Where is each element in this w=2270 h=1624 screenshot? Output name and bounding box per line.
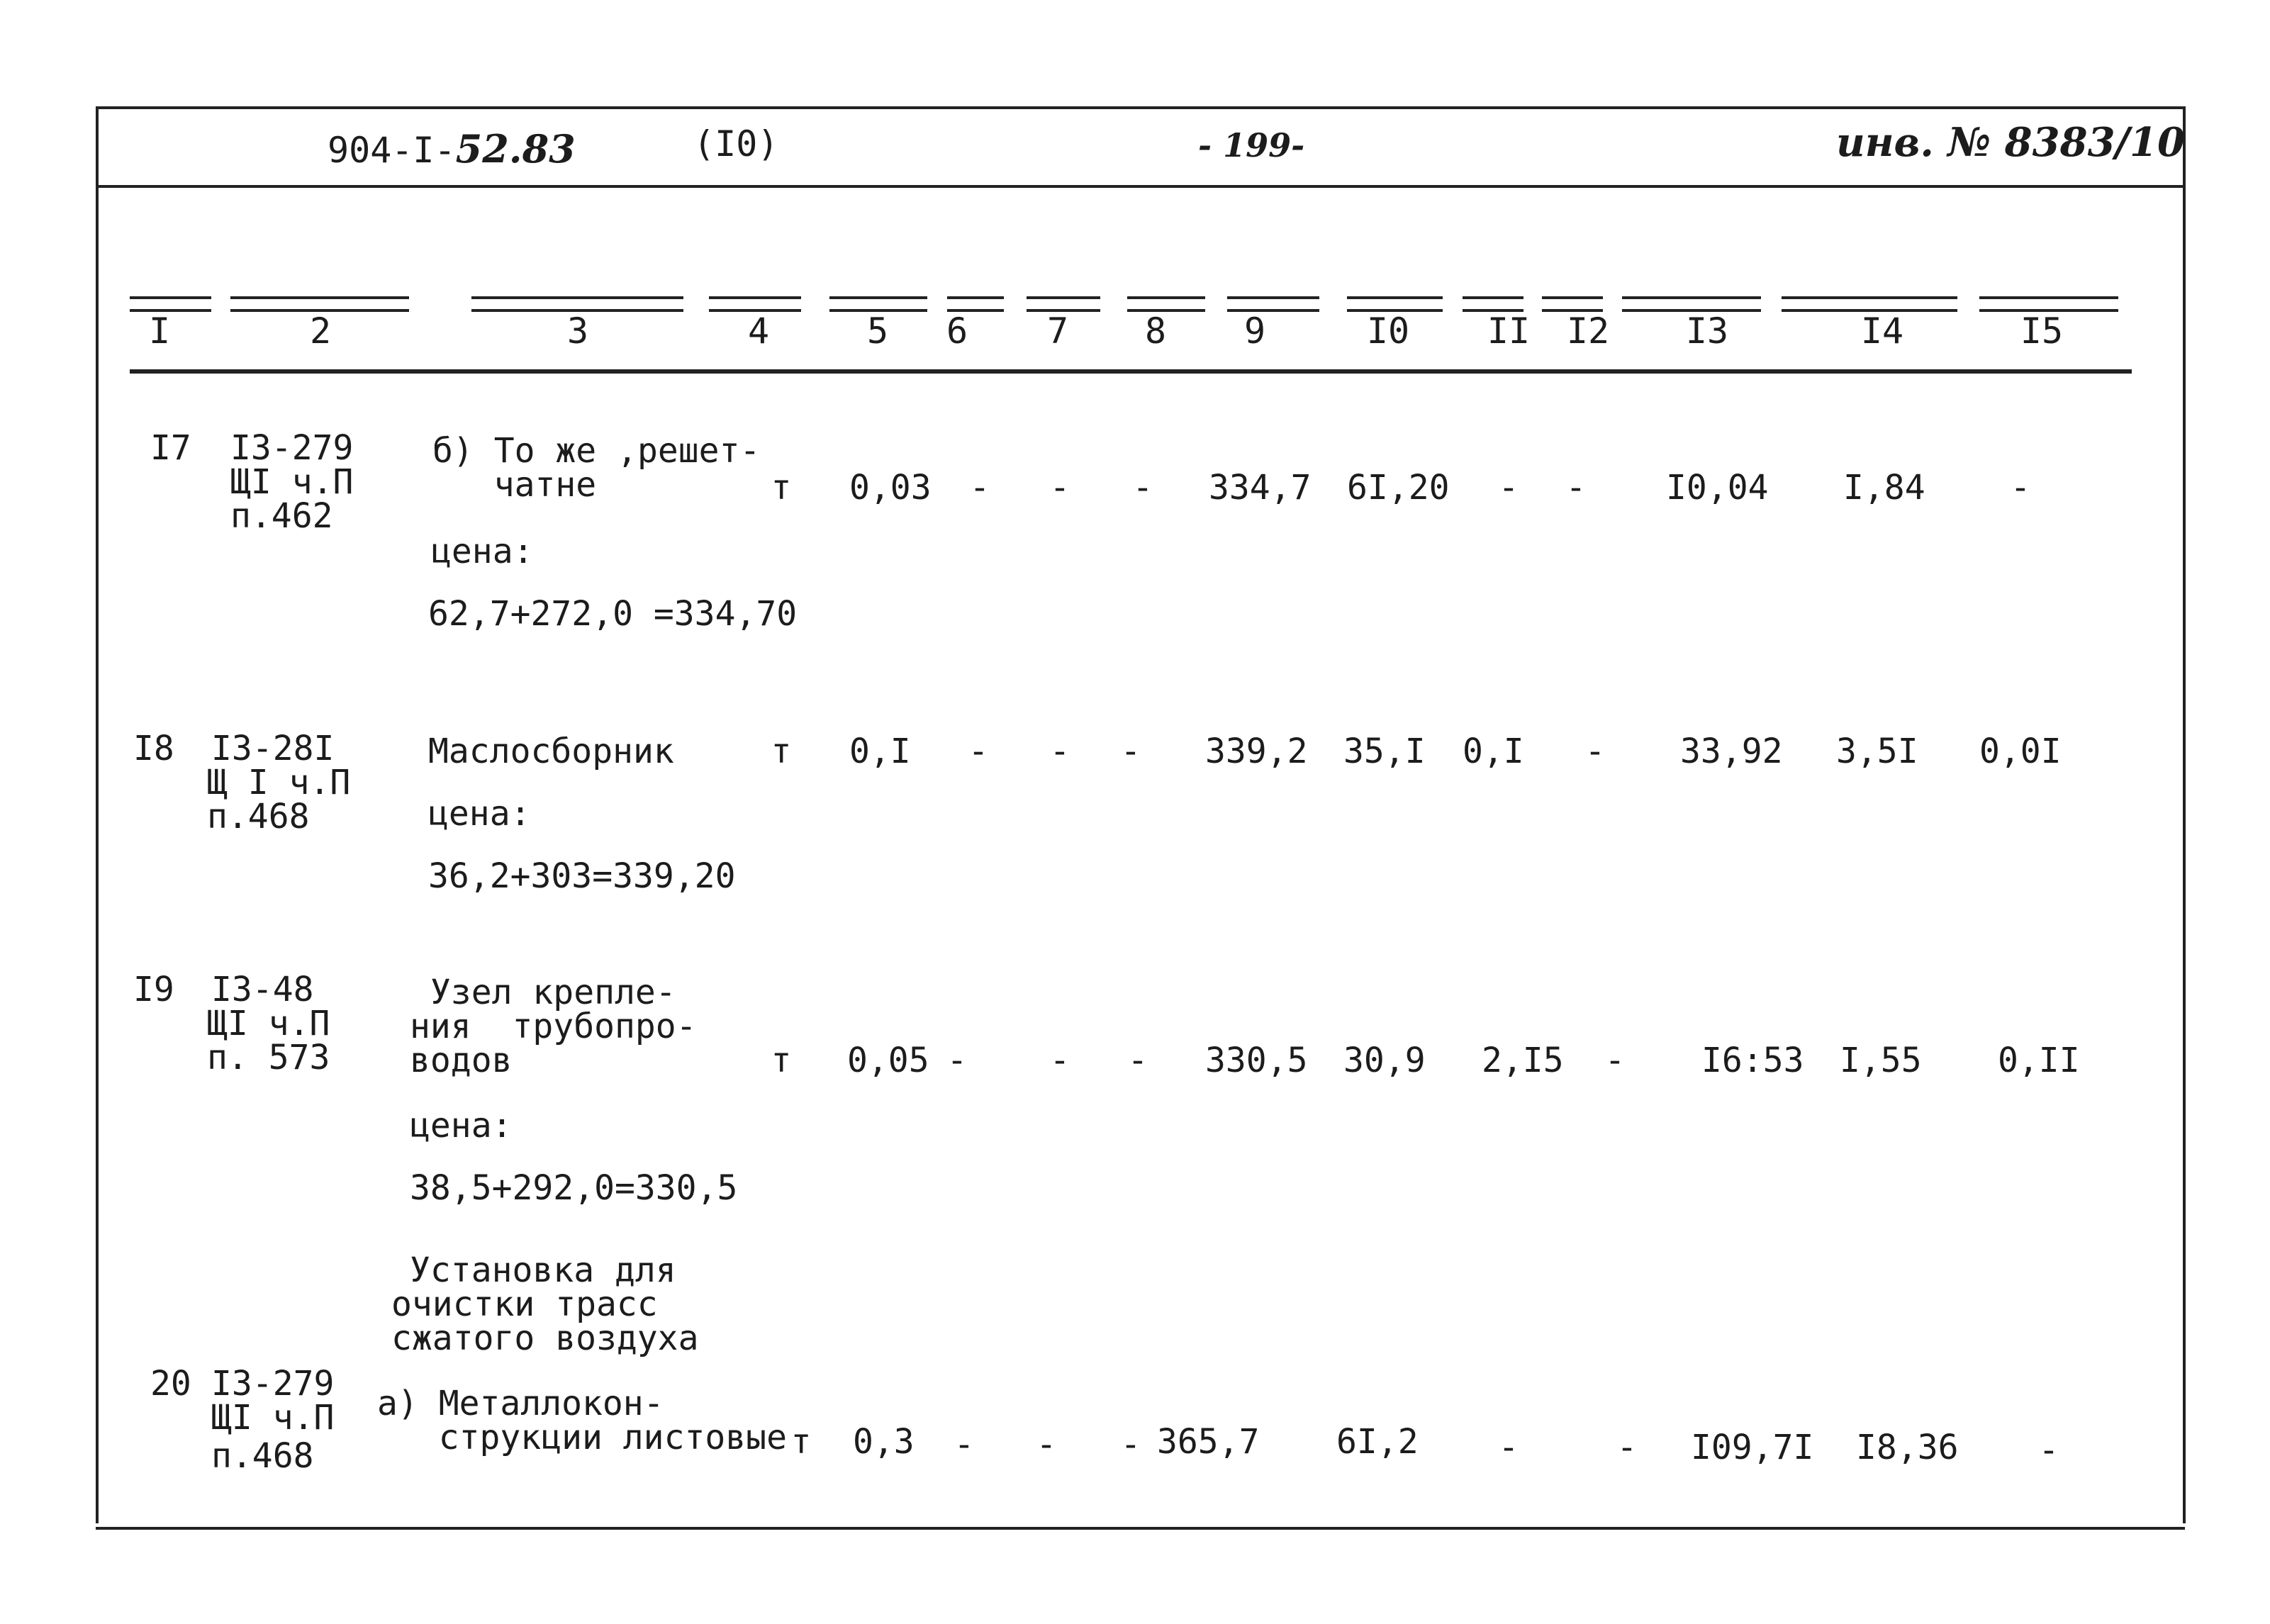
row-col11: 0,I [1463,732,1524,771]
row-description-line: чатне [432,465,597,505]
col-num-12: I2 [1566,310,1610,352]
row-unit: т [790,1422,812,1462]
row-description-line: Маслосборник [428,732,674,771]
row-code-line: I3-48 [211,970,314,1009]
col-rule-8 [1127,296,1205,312]
document-code-handwritten: 52.83 [455,126,576,172]
row-col5: 0,I [849,732,911,771]
price-formula: 38,5+292,0=330,5 [410,1168,738,1208]
col-rule-13 [1622,296,1761,312]
row-col14: I,55 [1840,1041,1922,1080]
col-rule-11 [1463,296,1523,312]
document-code: 904-I-52.83 [328,126,576,172]
row-col12: - [1565,468,1587,508]
col-num-3: 3 [566,310,589,352]
col-num-4: 4 [747,310,770,352]
row-col5: 0,05 [847,1041,929,1080]
row-col11: - [1498,468,1519,508]
frame-bottom-rule [96,1527,2185,1530]
row-unit: т [771,1041,792,1080]
row-description-line: струкции листовые [377,1418,787,1457]
row-col13: I6:53 [1701,1041,1804,1080]
price-formula: 36,2+303=339,20 [428,856,736,896]
row-code-line: I3-279 [230,428,354,468]
section-heading-line: Установка для [410,1250,676,1290]
col-rule-5 [829,296,927,312]
col-rule-2 [230,296,409,312]
row-unit: т [771,732,792,771]
col-num-1: I [148,310,171,352]
row-col13: 33,92 [1680,732,1783,771]
row-col9: 330,5 [1205,1041,1308,1080]
col-num-10: I0 [1366,310,1410,352]
col-rule-7 [1027,296,1100,312]
col-rule-14 [1782,296,1957,312]
row-col7: - [1049,468,1070,508]
row-col13: I0,04 [1666,468,1769,508]
row-col10: 35,I [1343,732,1426,771]
row-col9: 339,2 [1205,732,1308,771]
row-description-line: ния трубопро- [410,1007,697,1046]
row-col9: 365,7 [1157,1422,1260,1462]
row-col14: I8,36 [1856,1428,1959,1467]
col-num-5: 5 [866,310,889,352]
row-col12: - [1584,732,1606,771]
row-col14: 3,5I [1836,732,1918,771]
col-rule-12 [1542,296,1603,312]
col-num-15: I5 [2020,310,2064,352]
section-heading-line: сжатого воздуха [391,1318,699,1358]
row-number: I8 [133,729,174,768]
row-col10: 30,9 [1343,1041,1426,1080]
row-col8: - [1132,468,1153,508]
section-heading-line: очистки трасс [391,1284,658,1324]
price-label: цена: [428,794,531,834]
row-col6: - [968,732,989,771]
row-number: I9 [133,970,174,1009]
col-num-14: I4 [1860,310,1904,352]
row-col6: - [946,1041,968,1080]
row-col12: - [1604,1041,1626,1080]
row-col8: - [1127,1041,1148,1080]
row-col8: - [1120,1425,1141,1465]
row-col11: - [1498,1428,1519,1467]
header-rule [96,185,2185,188]
inventory-number: инв. № 8383/10 [1836,119,2185,166]
row-col15: 0,II [1998,1041,2080,1080]
col-rule-6 [947,296,1004,312]
row-col15: - [2010,468,2031,508]
row-unit: т [771,468,792,508]
row-col7: - [1049,1041,1070,1080]
row-col6: - [954,1425,975,1465]
col-num-11: II [1487,310,1531,352]
row-col10: 6I,2 [1336,1422,1419,1462]
page-number: - 199- [1198,126,1305,164]
row-description-line: б) То же ,решет- [432,431,761,471]
row-code-line: п.468 [207,797,310,836]
column-header-rule [130,369,2132,374]
row-number: 20 [150,1364,191,1404]
row-col6: - [969,468,990,508]
row-description-line: Узел крепле- [410,973,676,1012]
row-code-line: п. 573 [207,1038,330,1077]
col-rule-3 [471,296,683,312]
row-code-line: Щ I ч.П [207,763,351,802]
row-col5: 0,03 [849,468,932,508]
row-col8: - [1120,732,1141,771]
row-code-line: ЩI ч.П [207,1004,330,1043]
col-num-6: 6 [946,310,968,352]
row-description-line: а) Металлокон- [377,1384,664,1423]
row-col10: 6I,20 [1347,468,1450,508]
price-label: цена: [431,532,534,571]
row-code-line: I3-279 [211,1364,335,1404]
row-description-line: водов [410,1041,513,1080]
row-col14: I,84 [1843,468,1925,508]
row-col13: I09,7I [1691,1428,1814,1467]
col-num-2: 2 [309,310,332,352]
price-formula: 62,7+272,0 =334,70 [428,594,798,634]
col-rule-4 [709,296,801,312]
col-rule-10 [1347,296,1443,312]
row-code-line: I3-28I [211,729,335,768]
col-num-9: 9 [1243,310,1266,352]
row-code-line: ЩI ч.П [230,462,354,502]
col-num-8: 8 [1144,310,1167,352]
row-col11: 2,I5 [1482,1041,1564,1080]
row-number: I7 [150,428,191,468]
row-code-line: п.468 [211,1436,314,1476]
row-col7: - [1049,732,1070,771]
volume-number: (I0) [693,123,779,164]
row-col15: 0,0I [1979,732,2062,771]
col-rule-9 [1227,296,1319,312]
row-col7: - [1036,1425,1057,1465]
price-label: цена: [410,1106,513,1146]
col-rule-1 [130,296,211,312]
row-col9: 334,7 [1209,468,1312,508]
col-num-13: I3 [1685,310,1729,352]
row-col15: - [2038,1430,2059,1470]
col-rule-15 [1979,296,2118,312]
row-code-line: ЩI ч.П [211,1398,335,1438]
col-num-7: 7 [1046,310,1069,352]
row-col5: 0,3 [853,1422,915,1462]
row-code-line: п.462 [230,496,333,536]
row-col12: - [1616,1428,1638,1467]
